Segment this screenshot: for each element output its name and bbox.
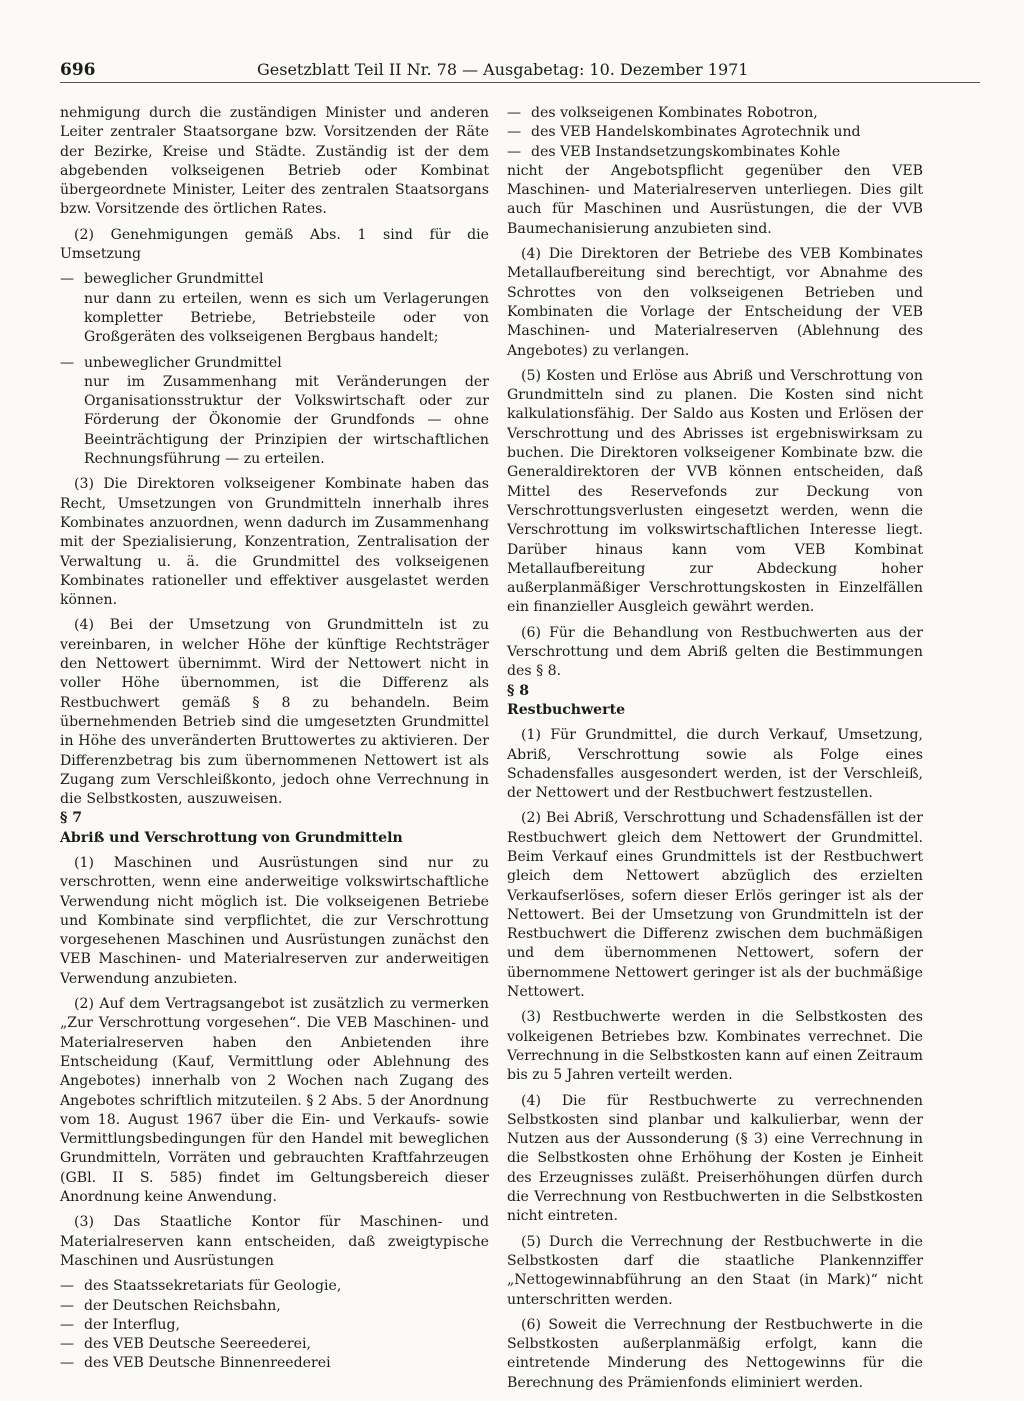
list-item-movable [60, 270, 489, 347]
list-item: — des VEB Deutsche Binnenreederei [60, 1354, 489, 1373]
left-column [60, 104, 489, 1374]
section-7-heading: § 7 [60, 810, 83, 827]
list-item: — des volkseigenen Kombinates Robotron, [507, 104, 923, 123]
paragraph-4: (4) Bei der Umsetzung von Grundmitteln ist zu vereinbaren, in welcher Höhe der künftige Rechtsträger den Nettowert übernimmt. Wird der Nettowert nicht in voller Höhe übernommen, ist die Differenz als Restbuchwert gemäß § 8 zu behandeln. Beim übernehmenden Betrieb sind die umgesetzten Grundmittel in Höhe des unveränderten Bruttowertes zu aktivieren. Der Differenzbetrag bis zum übernommenen Nettowert ist als Zugang zum Verschleißkonto, jedoch ohne Verrechnung in die Selbstkosten, auszuweisen. [60, 617, 489, 808]
section-7-title: Abriß und Verschrottung von Grundmitteln [60, 829, 403, 846]
paragraph-2: (2) Genehmigungen gemäß Abs. 1 sind für die Umsetzung [60, 226, 489, 263]
exemption-list-right [507, 104, 923, 162]
header-rule [60, 82, 980, 83]
section-7-paragraph-6: (6) Für die Behandlung von Restbuchwerten aus der Verschrottung und dem Abriß gelten die Bestimmungen des § 8. [507, 624, 923, 680]
list-item-head: — beweglicher Grundmittel [60, 270, 489, 289]
section-7-paragraph-1: (1) Maschinen und Ausrüstungen sind nur zu verschrotten, wenn eine anderweitige volkswirtschaftliche Verwendung nicht möglich ist. Die volkseigenen Betriebe und Kombinate sind verpflichtet, die zur Verschrottung vorgesehenen Maschinen und Ausrüstungen zunächst den VEB Maschinen- und Materialreserven zur anderweitigen Verwendung anzubieten. [60, 854, 489, 987]
section-8-title: Restbuchwerte [507, 701, 626, 718]
paragraph-continued: nehmigung durch die zuständigen Minister und anderen Leiter zentraler Staatsorgane bzw. Vorsitzenden der Räte der Bezirke, Kreise und Städte. Zuständig ist der dem abgebenden volkseigenen Betrieb oder Kombinat übergeordnete Minister, Leiter des zentralen Staatsorgans bzw. Vorsitzende des örtlichen Rates. [60, 105, 489, 218]
gazette-title: Gesetzblatt Teil II Nr. 78 — Ausgabetag: 10. Dezember 1971 [257, 60, 749, 79]
section-8-paragraph-2: (2) Bei Abriß, Verschrottung und Schadensfällen ist der Restbuchwert gleich dem Nettowert der Grundmittel. Beim Verkauf eines Grundmittels ist der Restbuchwert gleich dem Nettowert abzüglich des erzielten Verkaufserlöses, sofern dieser Erlös geringer ist als der Nettowert. Bei der Umsetzung von Grundmitteln ist der Restbuchwert die Differenz zwischen dem buchmäßigen und dem übernommenen Nettowert, sofern der übernommene Nettowert geringer ist als der buchmäßige Nettowert. [507, 810, 923, 1001]
paragraph-after-list: nicht der Angebotspflicht gegenüber den VEB Maschinen- und Materialreserven unterliegen. Dies gilt auch für Maschinen und Ausrüstungen, die der VVB Baumechanisierung anzubieten sind. [507, 162, 923, 237]
list-item-text: nur im Zusammenhang mit Veränderungen der Organisationsstruktur der Volkswirtschaft oder zur Förderung der Ökonomie der Grundfonds — ohne Beeinträchtigung der Prinzipien der wirtschaftlichen Rechnungsführung — zu erteilen. [84, 373, 489, 468]
section-7-paragraph-2: (2) Auf dem Vertragsangebot ist zusätzlich zu vermerken „Zur Verschrottung vorgesehen“. Die VEB Maschinen- und Materialreserven haben den Anbietenden ihre Entscheidung (Kauf, Vermittlung oder Ablehnung des Angebotes) innerhalb von 2 Wochen nach Zugang des Angebotes schriftlich mitzuteilen. § 2 Abs. 5 der Anordnung vom 18. August 1967 über die Ein- und Verkaufs- sowie Vermittlungsbedingungen für den Handel mit beweglichen Grundmitteln, Vorräten und gebrauchten Kraftfahrzeugen (GBl. II S. 585) findet im Geltungsbereich dieser Anordnung keine Anwendung. [60, 996, 489, 1206]
list-item: — der Interflug, [60, 1316, 489, 1335]
section-8-paragraph-1: (1) Für Grundmittel, die durch Verkauf, Umsetzung, Abriß, Verschrottung sowie als Folge eines Schadensfalles ausgesondert werden, ist der Verschleiß, der Nettowert und der Restbuchwert festzustellen. [507, 727, 923, 802]
list-item-immovable [60, 354, 489, 470]
list-item-head: — unbeweglicher Grundmittel [60, 354, 489, 373]
list-item: — des VEB Instandsetzungskombinates Kohle [507, 143, 923, 162]
exemption-list-left [60, 1277, 489, 1373]
section-8-paragraph-6: (6) Soweit die Verrechnung der Restbuchwerte in die Selbstkosten außerplanmäßig erfolgt, kann die eintretende Minderung des Nettogewinns für die Berechnung des Prämienfonds eliminiert werden. [507, 1316, 923, 1391]
list-item: — der Deutschen Reichsbahn, [60, 1297, 489, 1316]
list-item: — des VEB Deutsche Seereederei, [60, 1335, 489, 1354]
right-column [507, 104, 923, 1393]
list-item: — des Staatssekretariats für Geologie, [60, 1277, 489, 1296]
page-header [60, 60, 980, 88]
section-8-heading: § 8 [507, 682, 530, 699]
list-item-text: nur dann zu erteilen, wenn es sich um Verlagerungen kompletter Betriebe, Betriebsteile oder von Großgeräten des volkseigenen Bergbaus handelt; [84, 290, 489, 346]
page-number: 696 [60, 60, 96, 80]
section-8-paragraph-3: (3) Restbuchwerte werden in die Selbstkosten des volkeigenen Betriebes bzw. Kombinates verrechnet. Die Verrechnung in die Selbstkosten kann auf einen Zeitraum bis zu 5 Jahren verteilt werden. [507, 1009, 923, 1084]
section-8-paragraph-5: (5) Durch die Verrechnung der Restbuchwerte in die Selbstkosten darf die staatliche Plankennziffer „Nettogewinnabführung an den Staat (in Mark)“ nicht unterschritten werden. [507, 1233, 923, 1308]
section-7-paragraph-3: (3) Das Staatliche Kontor für Maschinen- und Materialreserven kann entscheiden, daß zweigtypische Maschinen und Ausrüstungen [60, 1214, 489, 1269]
section-8-paragraph-4: (4) Die für Restbuchwerte zu verrechnenden Selbstkosten sind planbar und kalkulierbar, wenn der Nutzen aus der Aussonderung (§ 3) eine Verrechnung in die Selbstkosten ohne Erhöhung der Kosten je Einheit des Erzeugnisses zuläßt. Preiserhöhungen dürfen durch die Verrechnung von Restbuchwerten in die Selbstkosten nicht eintreten. [507, 1092, 923, 1225]
list-item: — des VEB Handelskombinates Agrotechnik und [507, 123, 923, 142]
section-7-paragraph-5: (5) Kosten und Erlöse aus Abriß und Verschrottung von Grundmitteln sind zu planen. Die Kosten sind nicht kalkulationsfähig. Der Saldo aus Kosten und Erlösen der Verschrottung und des Abrisses ist ergebniswirksam zu buchen. Die Direktoren volkseigener Kombinate bzw. die Generaldirektoren der VVB können entscheiden, daß Mittel des Reservefonds zur Deckung von Verschrottungsverlusten eingesetzt werden, wenn die Verschrottung im volkswirtschaftlichen Interesse liegt. Darüber hinaus kann vom VEB Kombinat Metallaufbereitung zur Abdeckung hoher außerplanmäßiger Verschrottungskosten in Einzelfällen ein finanzieller Ausgleich gewährt werden. [507, 367, 923, 616]
paragraph-3: (3) Die Direktoren volkseigener Kombinate haben das Recht, Umsetzungen von Grundmitteln innerhalb ihres Kombinates anzuordnen, wenn dadurch im Zusammenhang mit der Spezialisierung, Konzentration, Zentralisation der Verwaltung u. ä. die Grundmittel des volkseigenen Kombinates rationeller und effektiver ausgelastet werden können. [60, 476, 489, 609]
section-7-paragraph-4: (4) Die Direktoren der Betriebe des VEB Kombinates Metallaufbereitung sind berechtigt, vor Abnahme des Schrottes von den volkseigenen Betrieben und Kombinaten die Vorlage der Entscheidung der VEB Maschinen- und Materialreserven (Ablehnung des Angebotes) zu verlangen. [507, 246, 923, 359]
